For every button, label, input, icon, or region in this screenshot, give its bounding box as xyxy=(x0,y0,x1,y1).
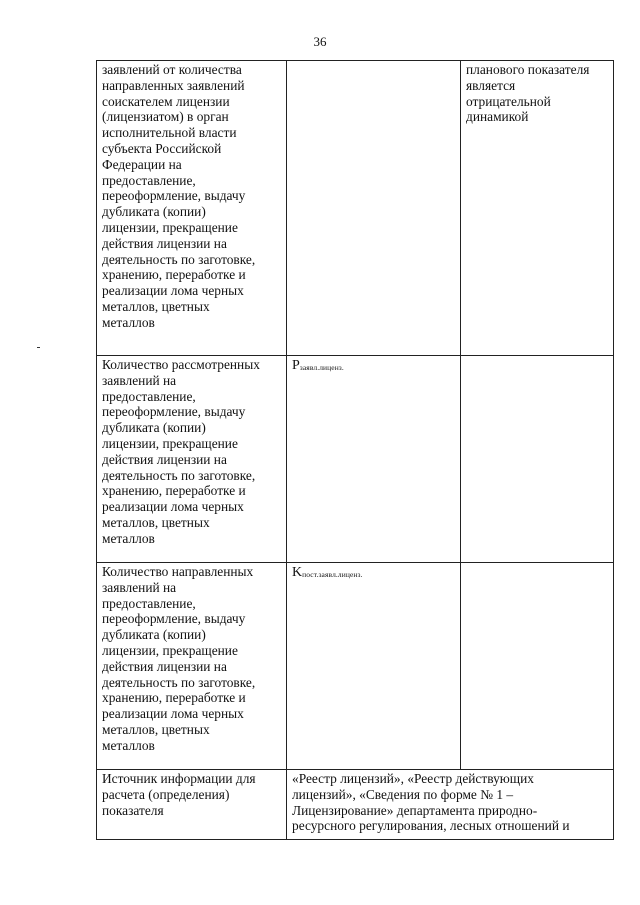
symbol-cell xyxy=(287,61,461,356)
indicator-table xyxy=(96,60,614,840)
indicator-description-cell: Количество рассмотренных заявлений на предоставление, переоформление, выдачу дубликата (копии) лицензии, прекращение действия лицензии на деятельность по заготовке, хранению, переработке и реализации лома черных металлов, цветных металлов xyxy=(97,356,287,563)
table-row xyxy=(97,61,614,356)
source-value-cell: «Реестр лицензий», «Реестр действующих лицензий», «Сведения по форме № 1 – Лицензирование» департамента природно- ресурсного регулирования, лесных отношений и xyxy=(287,770,614,840)
note-cell xyxy=(461,563,614,770)
symbol-subscript: заявл.лиценз. xyxy=(299,363,344,372)
note-cell: планового показателя является отрицательной динамикой xyxy=(461,61,614,356)
indicator-description-cell: Количество направленных заявлений на предоставление, переоформление, выдачу дубликата (копии) лицензии, прекращение действия лицензии на деятельность по заготовке, хранению, переработке и реализации лома черных металлов, цветных металлов xyxy=(97,563,287,770)
indicator-symbol xyxy=(292,565,363,580)
margin-mark xyxy=(37,347,40,348)
table-row xyxy=(97,563,614,770)
indicator-description-cell: заявлений от количества направленных заявлений соискателем лицензии (лицензиатом) в орган исполнительной власти субъекта Российской Федерации на предоставление, переоформление, выдачу дубликата (копии) лицензии, прекращение действия лицензии на деятельность по заготовке, хранению, переработке и реализации лома черных металлов, цветных металлов xyxy=(97,61,287,356)
symbol-letter: P xyxy=(292,358,300,373)
symbol-letter: K xyxy=(292,565,303,580)
symbol-cell xyxy=(287,356,461,563)
symbol-subscript: пост.заявл.лиценз. xyxy=(302,570,363,579)
source-label-cell: Источник информации для расчета (определения) показателя xyxy=(97,770,287,840)
table-row xyxy=(97,770,614,840)
note-cell xyxy=(461,356,614,563)
symbol-cell xyxy=(287,563,461,770)
page-number: 36 xyxy=(313,34,327,49)
table-row xyxy=(97,356,614,563)
indicator-symbol xyxy=(292,358,344,373)
